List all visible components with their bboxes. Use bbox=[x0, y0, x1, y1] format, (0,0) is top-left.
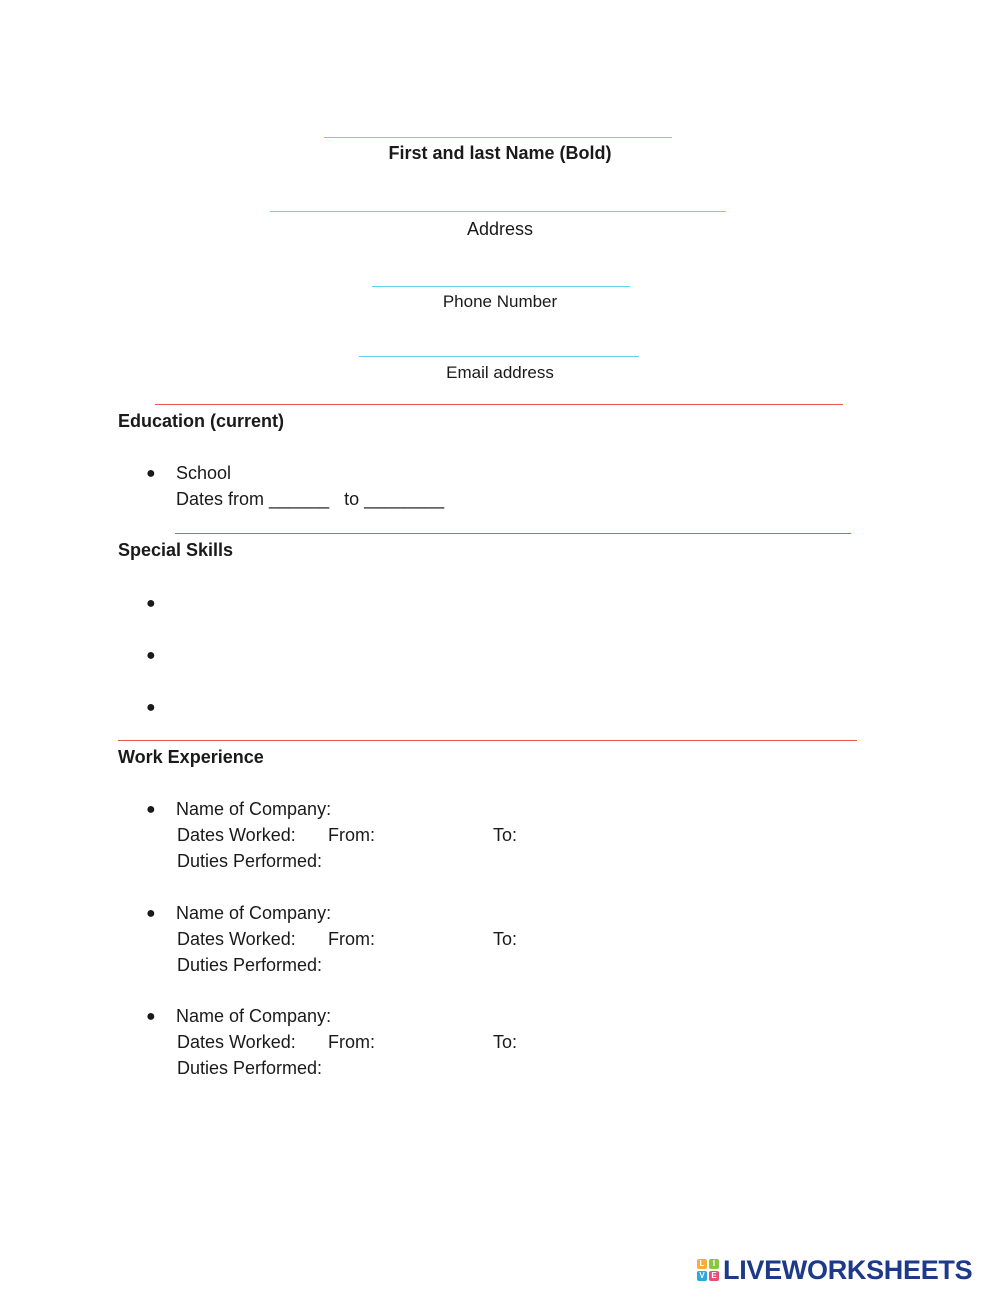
duties-label: Duties Performed: bbox=[177, 851, 323, 871]
logo-text: LIVEWORKSHEETS bbox=[723, 1254, 973, 1285]
work-title: Work Experience bbox=[118, 747, 264, 767]
email-label: Email address bbox=[446, 363, 554, 382]
name-underline[interactable] bbox=[324, 137, 672, 138]
work-bullet-icon: ● bbox=[146, 801, 156, 818]
company-label: Name of Company: bbox=[176, 799, 332, 819]
dates-worked-label: Dates Worked: bbox=[177, 825, 296, 845]
phone-label: Phone Number bbox=[442, 292, 558, 311]
from-label: From: bbox=[328, 1032, 375, 1052]
work-divider bbox=[118, 740, 857, 741]
school-label: School bbox=[176, 463, 232, 483]
to-label: To: bbox=[493, 825, 518, 845]
dates-worked-label: Dates Worked: bbox=[177, 929, 296, 949]
address-label: Address bbox=[466, 219, 534, 239]
work-bullet-icon: ● bbox=[146, 905, 156, 922]
duties-label: Duties Performed: bbox=[177, 955, 323, 975]
address-underline[interactable] bbox=[270, 211, 726, 212]
skill-bullet-icon: ● bbox=[146, 647, 156, 664]
dates-line: Dates from ______ to ________ bbox=[176, 489, 445, 509]
duties-label: Duties Performed: bbox=[177, 1058, 323, 1078]
skills-divider bbox=[175, 533, 851, 534]
company-label: Name of Company: bbox=[176, 903, 332, 923]
liveworksheets-logo[interactable] bbox=[697, 1252, 972, 1288]
dates-worked-label: Dates Worked: bbox=[177, 1032, 296, 1052]
work-bullet-icon: ● bbox=[146, 1008, 156, 1025]
from-label: From: bbox=[328, 929, 375, 949]
name-label: First and last Name (Bold) bbox=[388, 143, 612, 163]
skill-bullet-icon: ● bbox=[146, 699, 156, 716]
logo-blocks-icon: L I V E bbox=[697, 1259, 719, 1281]
from-label: From: bbox=[328, 825, 375, 845]
education-title: Education (current) bbox=[118, 411, 285, 431]
to-label: To: bbox=[493, 1032, 518, 1052]
education-divider bbox=[155, 404, 843, 405]
company-label: Name of Company: bbox=[176, 1006, 332, 1026]
skill-bullet-icon: ● bbox=[146, 595, 156, 612]
email-underline[interactable] bbox=[359, 356, 639, 357]
to-label: To: bbox=[493, 929, 518, 949]
skills-title: Special Skills bbox=[118, 540, 234, 560]
phone-underline[interactable] bbox=[372, 286, 630, 287]
bullet-icon: ● bbox=[146, 465, 156, 482]
